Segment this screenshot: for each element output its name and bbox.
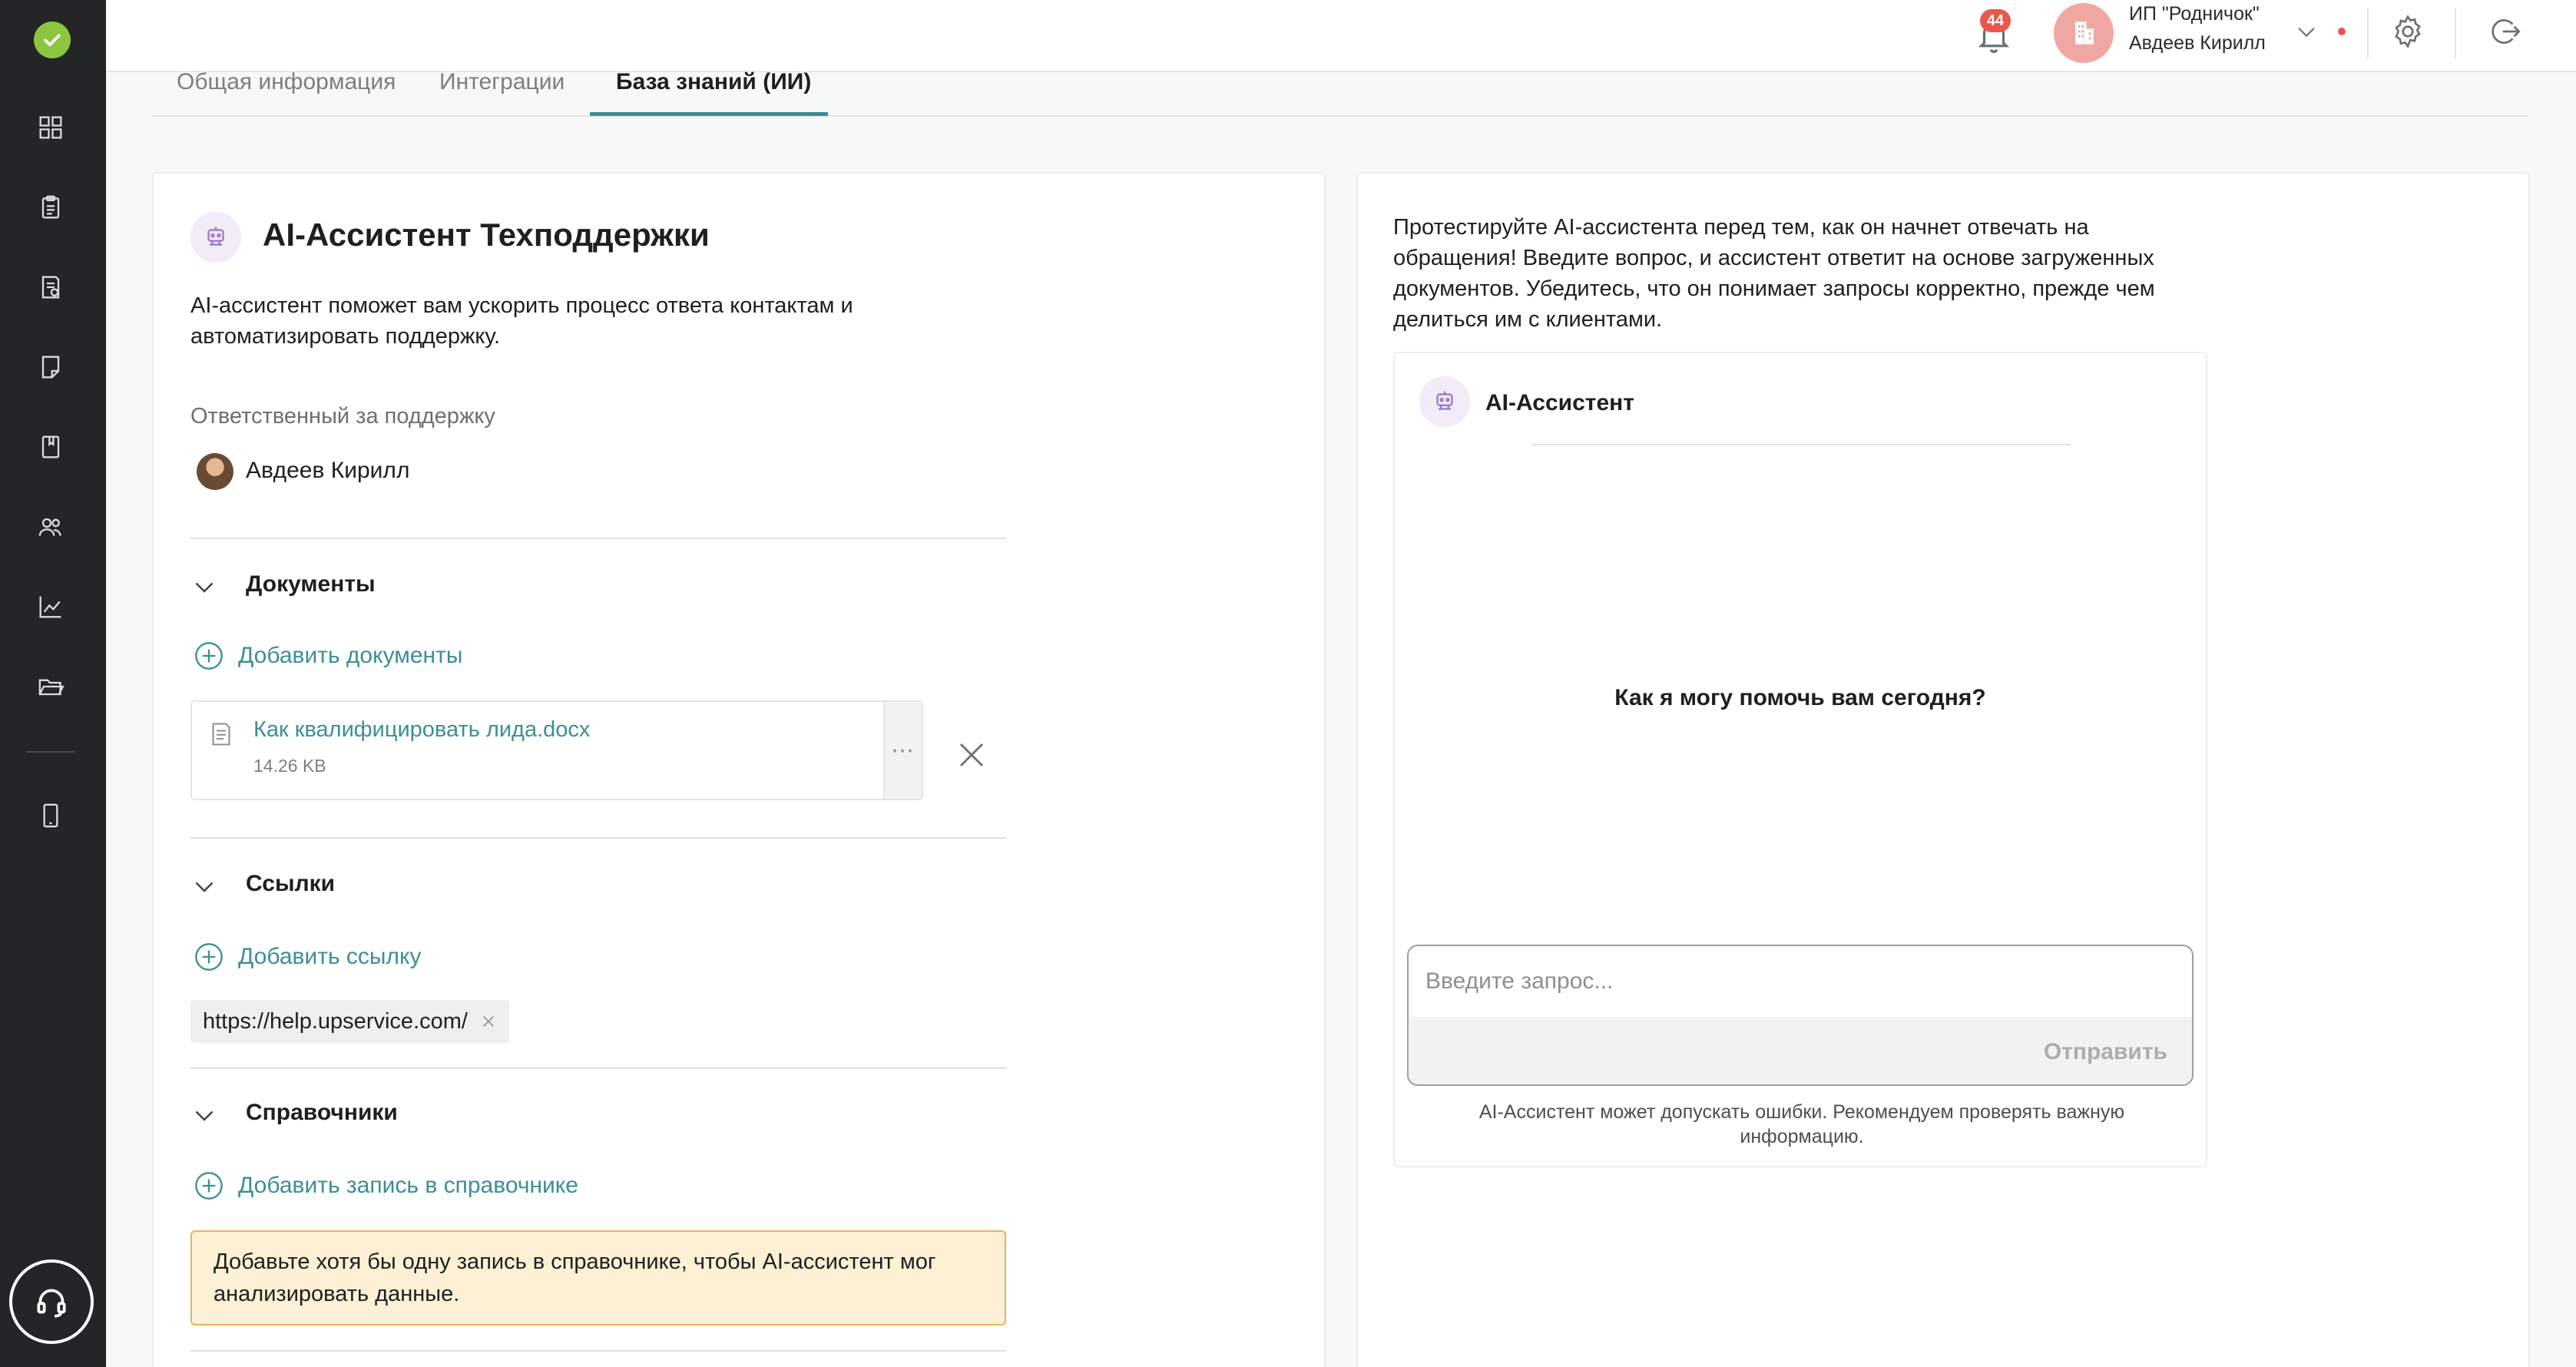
plus-circle-icon <box>194 1170 224 1201</box>
chat-input[interactable] <box>1409 946 2192 1017</box>
add-link-button[interactable] <box>194 940 421 974</box>
add-documents-button[interactable] <box>194 639 462 673</box>
robot-icon <box>1419 376 1470 427</box>
sidebar <box>0 0 106 1367</box>
more-options-icon[interactable]: ⋯ <box>883 702 922 799</box>
status-dot <box>2338 28 2346 35</box>
dashboard-icon[interactable] <box>35 112 66 143</box>
chat-empty-prompt: Как я могу помочь вам сегодня? <box>1614 685 1986 710</box>
building-icon <box>2067 16 2101 50</box>
test-description: Протестируйте AI-ассистента перед тем, как он начнет отвечать на обращения! Введите вопрос, и ассистент ответит на основе загруженных документов. Убедитесь, что он понимает запросы корректно, прежде чем делиться им с клиентами. <box>1393 215 2155 332</box>
add-directory-entry-label: Добавить запись в справочнике <box>238 1173 578 1198</box>
plus-circle-icon <box>194 942 224 972</box>
chat-composer-footer <box>1409 1017 2192 1086</box>
document-icon <box>207 719 235 750</box>
notifications-badge: 44 <box>1980 9 2011 32</box>
add-directory-entry-button[interactable] <box>194 1169 578 1203</box>
remove-link-icon[interactable] <box>480 1013 497 1030</box>
active-tab-indicator <box>590 112 828 116</box>
tab-knowledge-base[interactable]: База знаний (ИИ) <box>616 69 812 94</box>
documents-section-title[interactable]: Документы <box>246 571 376 597</box>
chat-disclaimer: AI-Ассистент может допускать ошибки. Рекомендуем проверять важную информацию. <box>1478 1101 2125 1147</box>
header-user-name[interactable]: Авдеев Кирилл <box>2129 32 2266 54</box>
section-divider <box>190 538 1006 539</box>
chevron-down-icon[interactable] <box>190 1101 218 1129</box>
document-name[interactable]: Как квалифицировать лида.docx <box>253 717 591 742</box>
plus-circle-icon <box>194 640 224 671</box>
gear-icon[interactable] <box>2389 12 2427 51</box>
chat-window <box>1393 352 2207 1167</box>
send-button[interactable]: Отправить <box>2030 1032 2181 1072</box>
catalog-icon[interactable] <box>35 432 66 462</box>
page-title: AI-Ассистент Техподдержки <box>263 217 710 253</box>
section-divider <box>190 1067 1006 1069</box>
invoices-icon[interactable] <box>35 272 66 303</box>
tab-general-info[interactable]: Общая информация <box>177 69 396 94</box>
chevron-down-icon[interactable] <box>190 573 218 601</box>
tab-integrations[interactable]: Интеграции <box>439 69 565 94</box>
links-section-title[interactable]: Ссылки <box>246 871 336 896</box>
avatar <box>197 453 233 490</box>
app-logo[interactable] <box>34 22 71 58</box>
sidebar-divider <box>26 751 75 753</box>
assistant-test-panel <box>1356 172 2530 1367</box>
directory-warning: Добавьте хотя бы одну запись в справочнике, чтобы AI-ассистент мог анализировать данные. <box>190 1230 1006 1326</box>
folder-icon[interactable] <box>35 671 66 702</box>
section-divider <box>190 837 1006 839</box>
clients-icon[interactable] <box>35 511 66 542</box>
chevron-down-icon[interactable] <box>190 872 218 900</box>
header-divider <box>2367 8 2369 58</box>
mobile-app-icon[interactable] <box>35 800 66 831</box>
add-link-label: Добавить ссылку <box>238 944 422 969</box>
section-divider <box>190 1350 1006 1352</box>
chat-divider <box>1531 444 2071 445</box>
link-url: https://help.upservice.com/ <box>203 1008 468 1034</box>
responsible-label: Ответственный за поддержку <box>190 404 495 429</box>
support-button[interactable] <box>9 1259 94 1344</box>
chat-composer <box>1407 945 2194 1086</box>
link-chip[interactable] <box>190 1000 509 1043</box>
headset-icon <box>32 1283 71 1321</box>
document-size: 14.26 KB <box>253 756 326 776</box>
orders-icon[interactable] <box>35 192 66 223</box>
close-icon[interactable] <box>955 739 988 771</box>
chevron-down-icon[interactable] <box>2293 18 2319 45</box>
chat-title: AI-Ассистент <box>1485 390 1634 415</box>
add-documents-label: Добавить документы <box>238 643 463 668</box>
logout-icon[interactable] <box>2485 12 2524 51</box>
assistant-settings-panel <box>152 172 1326 1367</box>
notes-icon[interactable] <box>35 352 66 382</box>
directories-section-title[interactable]: Справочники <box>246 1100 398 1125</box>
settings-tabs <box>152 61 2528 117</box>
org-name[interactable]: ИП "Родничок" <box>2129 3 2260 25</box>
robot-icon <box>190 212 241 263</box>
analytics-icon[interactable] <box>35 591 66 622</box>
org-avatar[interactable] <box>2054 3 2114 63</box>
assistant-description: AI-ассистент поможет вам ускорить процесс ответа контактам и автоматизировать поддержку. <box>190 293 853 349</box>
responsible-name[interactable]: Авдеев Кирилл <box>246 458 410 483</box>
header-divider <box>2455 8 2456 58</box>
document-card[interactable] <box>190 700 923 800</box>
